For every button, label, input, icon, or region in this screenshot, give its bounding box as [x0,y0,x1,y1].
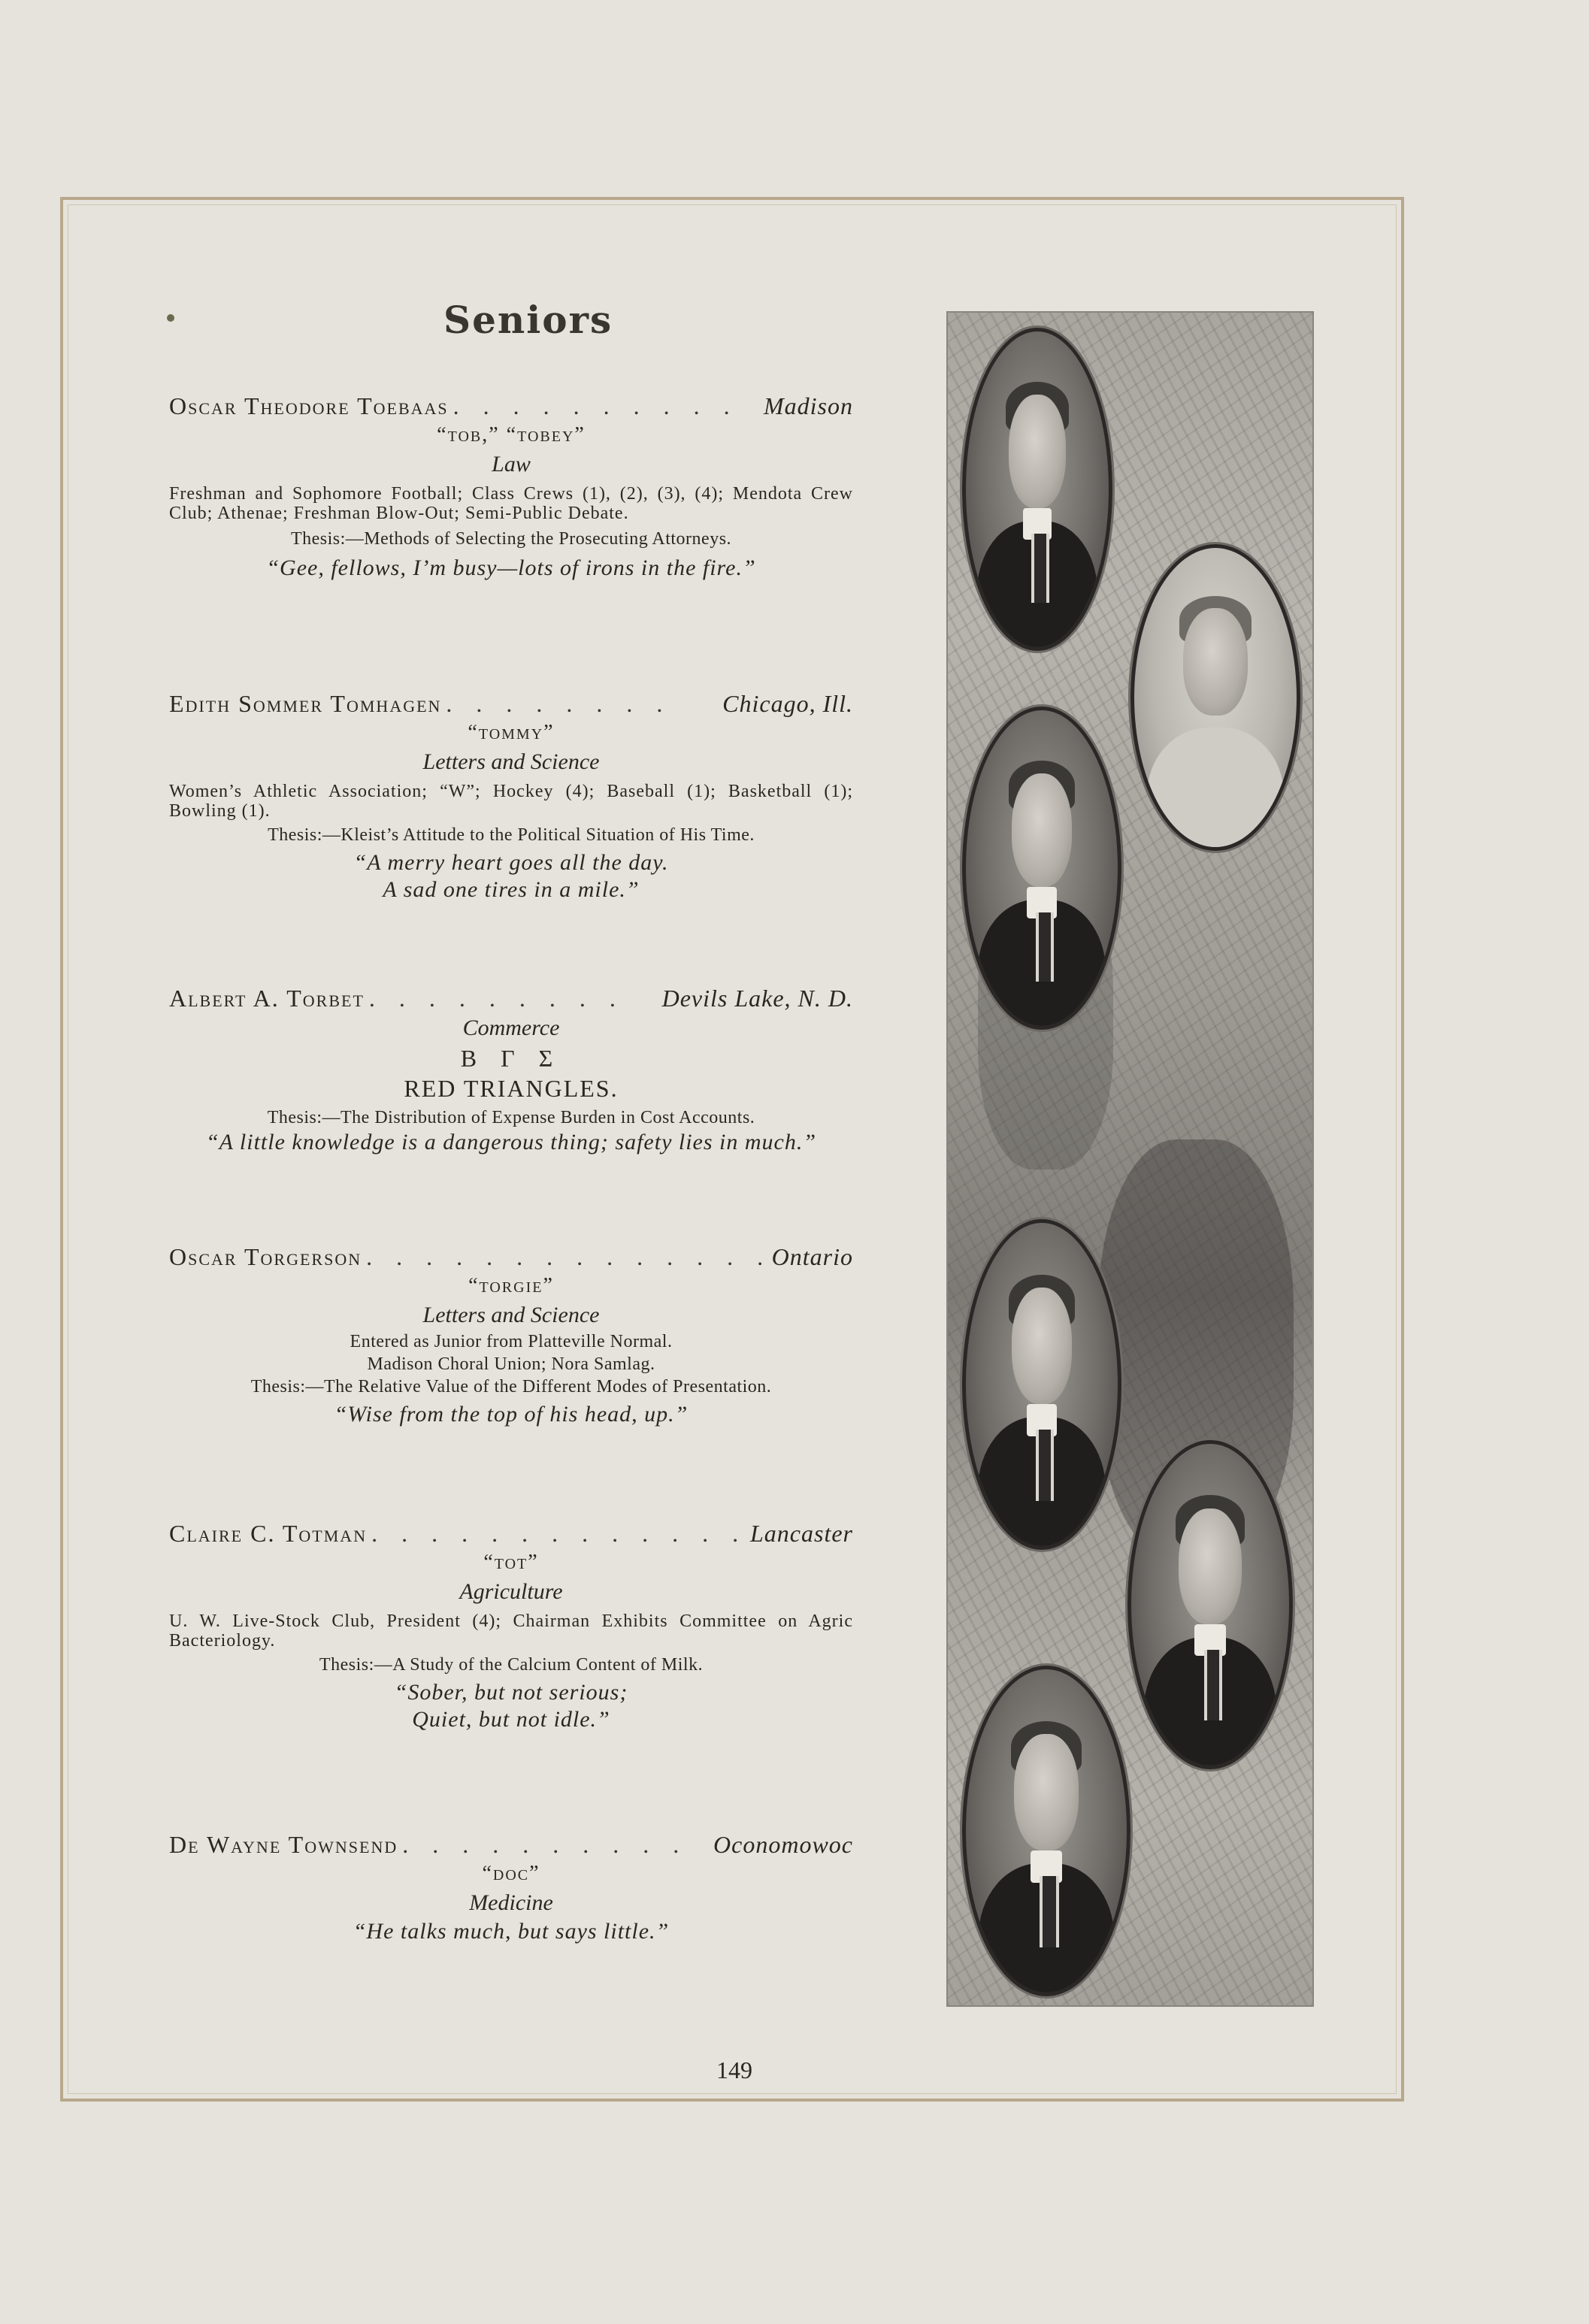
hometown: Devils Lake, N. D. [661,985,853,1012]
society: RED TRIANGLES. [404,1075,619,1102]
thesis: Thesis:—A Study of the Calcium Content of Milk. [319,1655,704,1675]
activities: Women’s Athletic Association; “W”; Hockey (4); Baseball (1); Basketball (1); Bowling (1). [169,782,853,821]
nickname: “torgie” [468,1274,554,1297]
course: Medicine [469,1890,553,1915]
activities-line-2: Madison Choral Union; Nora Samlag. [367,1354,655,1374]
course: Letters and Science [422,749,600,774]
portrait-photo [962,707,1121,1030]
senior-entry [169,688,853,903]
nickname: “tob,” “tobey” [437,423,586,446]
activities-line-1: Entered as Junior from Platteville Normal. [350,1332,673,1351]
senior-entry [169,983,853,1156]
course: Law [492,452,531,477]
senior-name: Claire C. Totman [169,1520,368,1547]
senior-name: Albert A. Torbet [169,985,365,1012]
portrait-strip [946,311,1314,2007]
thesis: Thesis:—Kleist’s Attitude to the Political Situation of His Time. [268,825,755,845]
leader-dots: . . . . . . . . [446,690,672,717]
quote: “He talks much, but says little.” [353,1919,670,1944]
quote: “A little knowledge is a dangerous thing; safety lies in much.” [205,1130,817,1154]
ornament-dot [167,314,174,322]
portrait-photo [1130,544,1300,851]
portrait-photo [1127,1440,1293,1769]
name-line [169,391,853,421]
hometown: Madison [764,392,853,419]
senior-name: De Wayne Townsend [169,1831,398,1858]
name-line [169,1829,853,1860]
senior-entry [169,1518,853,1733]
hometown: Chicago, Ill. [722,690,853,717]
section-title: Seniors [443,298,613,342]
quote-line-1: “Sober, but not serious; [394,1680,628,1705]
leader-dots: . . . . . . . . . [368,985,625,1012]
leader-dots: . . . . . . . . . . . . . [371,1520,748,1547]
hometown: Lancaster [750,1520,853,1547]
quote-line-1: “A merry heart goes all the day. [353,850,669,875]
leader-dots: . . . . . . . . . . [402,1831,689,1858]
hometown: Oconomowoc [713,1831,853,1858]
portrait-photo [962,328,1112,651]
nickname: “tot” [483,1551,539,1574]
name-line [169,1518,853,1548]
activities: U. W. Live-Stock Club, President (4); Chairman Exhibits Committee on Agric Bacteriology. [169,1611,853,1651]
activities: Freshman and Sophomore Football; Class Crews (1), (2), (3), (4); Mendota Crew Club; Athenae; Freshman Blow-Out; Semi-Public Debate. [169,484,853,523]
senior-name: Edith Sommer Tomhagen [169,690,442,717]
page-number: 149 [716,2056,752,2083]
greek-letters: Β Γ Σ [460,1045,562,1072]
quote: “Wise from the top of his head, up.” [334,1402,689,1427]
hometown: Ontario [771,1243,853,1270]
name-line [169,688,853,719]
senior-entry [169,1829,853,1945]
senior-entry [169,391,853,582]
course: Letters and Science [422,1303,600,1327]
senior-entry [169,1242,853,1428]
name-line [169,1242,853,1272]
course: Agriculture [459,1579,563,1604]
quote-line-2: A sad one tires in a mile.” [383,877,640,902]
leader-dots: . . . . . . . . . . [452,392,739,419]
nickname: “tommy” [468,721,555,744]
portrait-photo [962,1219,1121,1550]
quote: “Gee, fellows, I’m busy—lots of irons in the fire.” [266,555,756,580]
portrait-photo [962,1666,1130,1996]
thesis: Thesis:—The Distribution of Expense Burden in Cost Accounts. [267,1108,755,1127]
thesis: Thesis:—Methods of Selecting the Prosecuting Attorneys. [290,529,732,549]
nickname: “doc” [482,1862,540,1885]
leader-dots: . . . . . . . . . . . . . . [366,1243,772,1270]
name-line [169,983,853,1013]
senior-name: Oscar Torgerson [169,1243,362,1270]
course: Commerce [462,1015,560,1040]
thesis: Thesis:—The Relative Value of the Different Modes of Presentation. [250,1377,772,1397]
senior-name: Oscar Theodore Toebaas [169,392,449,419]
quote-line-2: Quiet, but not idle.” [412,1707,610,1732]
